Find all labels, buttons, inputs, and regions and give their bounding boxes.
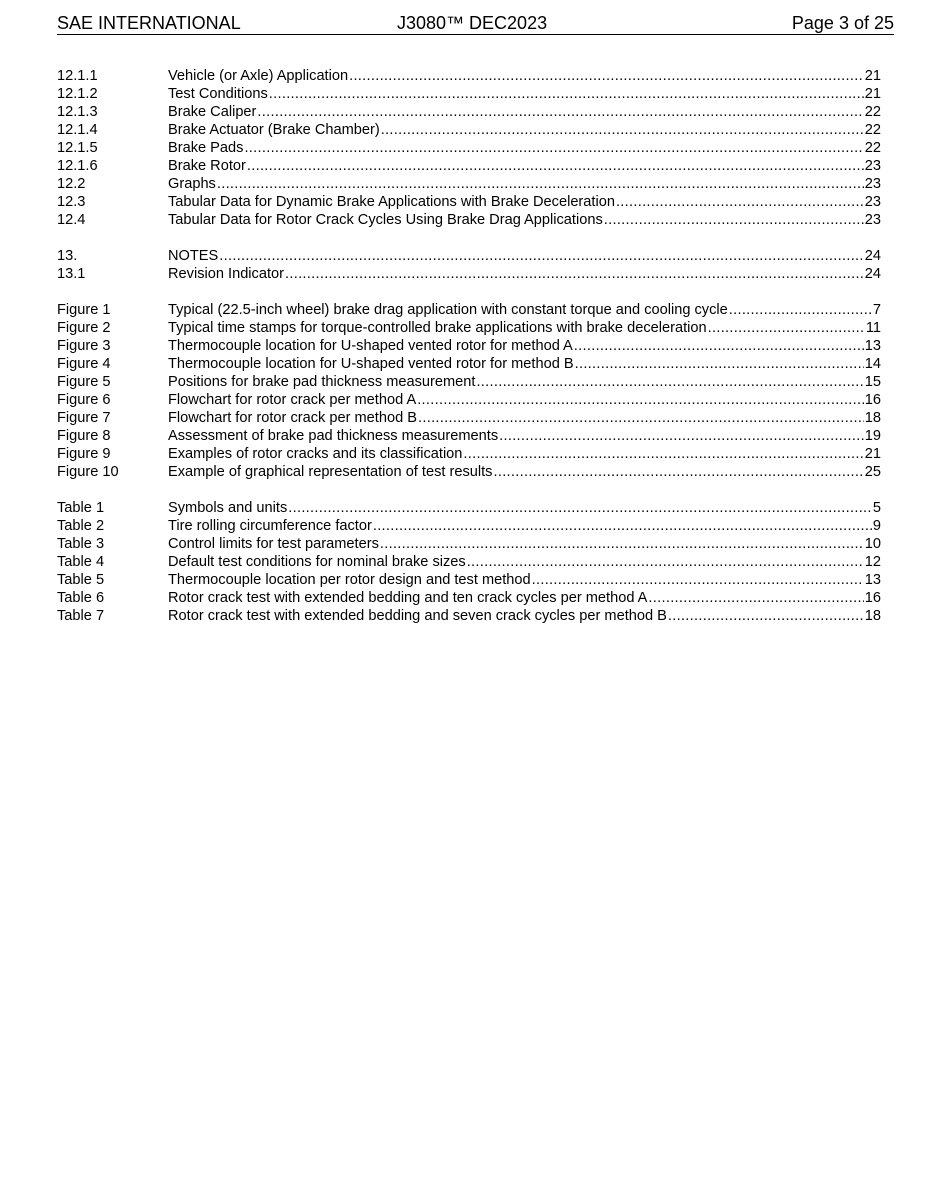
toc-entry-page: 22 bbox=[864, 104, 881, 120]
toc-entry-number: Figure 9 bbox=[57, 446, 111, 462]
toc-entry-leader-dots bbox=[349, 67, 864, 85]
toc-entry-leader-dots bbox=[217, 175, 864, 193]
toc-entry-title: Flowchart for rotor crack per method A bbox=[168, 392, 417, 408]
toc-entry-page: 16 bbox=[864, 392, 881, 408]
toc-entry-page: 21 bbox=[864, 446, 881, 462]
toc-entry-number: Figure 6 bbox=[57, 392, 111, 408]
toc-entry-title: Typical time stamps for torque-controlled brake applications with brake deceleration bbox=[168, 320, 707, 336]
toc-entry-number: 12.1.4 bbox=[57, 122, 98, 138]
toc-entry-page: 13 bbox=[864, 338, 881, 354]
toc-entry-leader-dots bbox=[575, 355, 864, 373]
toc-entry[interactable] bbox=[57, 445, 881, 463]
toc-entry-title: Tabular Data for Rotor Crack Cycles Using Brake Drag Applications bbox=[168, 212, 603, 228]
toc-entry[interactable] bbox=[57, 589, 881, 607]
toc-entry-number: 12.1.2 bbox=[57, 86, 98, 102]
toc-entry-page: 12 bbox=[864, 554, 881, 570]
toc-entry[interactable] bbox=[57, 517, 881, 535]
toc-entry-title: Example of graphical representation of test results bbox=[168, 464, 493, 480]
toc-entry-leader-dots bbox=[493, 463, 863, 481]
toc-entry-page: 21 bbox=[864, 68, 881, 84]
toc-entry-title: Thermocouple location per rotor design and test method bbox=[168, 572, 531, 588]
header-page-label: Page 3 of 25 bbox=[791, 13, 894, 33]
toc-entry[interactable] bbox=[57, 499, 881, 517]
toc-entry-page: 15 bbox=[864, 374, 881, 390]
toc-entry[interactable] bbox=[57, 337, 881, 355]
toc-entry-leader-dots bbox=[729, 301, 872, 319]
toc-entry[interactable] bbox=[57, 121, 881, 139]
toc-entry-leader-dots bbox=[668, 607, 864, 625]
toc-entry[interactable] bbox=[57, 103, 881, 121]
toc-entry-number: Figure 2 bbox=[57, 320, 111, 336]
toc-entry-leader-dots bbox=[499, 427, 864, 445]
toc-entry-leader-dots bbox=[381, 121, 864, 139]
toc-entry-leader-dots bbox=[418, 409, 864, 427]
toc-entry[interactable] bbox=[57, 175, 881, 193]
header-org: SAE INTERNATIONAL bbox=[57, 13, 241, 33]
toc-entry-leader-dots bbox=[476, 373, 863, 391]
toc-entry-number: 13. bbox=[57, 248, 78, 264]
toc-entry-page: 19 bbox=[864, 428, 881, 444]
toc-entry-page: 24 bbox=[864, 266, 881, 282]
toc-entry[interactable] bbox=[57, 553, 881, 571]
toc-entry-leader-dots bbox=[285, 265, 864, 283]
toc-entry-leader-dots bbox=[467, 553, 864, 571]
toc-entry-number: Table 6 bbox=[57, 590, 105, 606]
toc-entry-number: 12.1.5 bbox=[57, 140, 98, 156]
header-doc-id: J3080™ DEC2023 bbox=[397, 13, 548, 33]
toc-entry-leader-dots bbox=[574, 337, 864, 355]
toc-entry-title: Default test conditions for nominal brake sizes bbox=[168, 554, 466, 570]
toc-entry-number: 12.1.3 bbox=[57, 104, 98, 120]
toc-entry-title: Brake Actuator (Brake Chamber) bbox=[168, 122, 380, 138]
toc-entry-page: 10 bbox=[864, 536, 881, 552]
toc-entry-leader-dots bbox=[604, 211, 864, 229]
toc-entry-title: Tabular Data for Dynamic Brake Applications with Brake Deceleration bbox=[168, 194, 615, 210]
toc-entry-title: Vehicle (or Axle) Application bbox=[168, 68, 349, 84]
toc-entry-page: 7 bbox=[872, 302, 881, 318]
toc-entry-leader-dots bbox=[219, 247, 863, 265]
toc-entry-title: Rotor crack test with extended bedding and seven crack cycles per method B bbox=[168, 608, 667, 624]
toc-entry-number: 12.3 bbox=[57, 194, 86, 210]
toc-entry-title: Control limits for test parameters bbox=[168, 536, 379, 552]
toc-entry[interactable] bbox=[57, 247, 881, 265]
toc-entry-leader-dots bbox=[708, 319, 865, 337]
toc-entry-title: Brake Rotor bbox=[168, 158, 246, 174]
toc-entry-number: 12.4 bbox=[57, 212, 86, 228]
toc-entry-leader-dots bbox=[247, 157, 864, 175]
toc-entry-page: 22 bbox=[864, 122, 881, 138]
toc-entry-page: 23 bbox=[864, 158, 881, 174]
toc-entry[interactable] bbox=[57, 355, 881, 373]
toc-entry[interactable] bbox=[57, 571, 881, 589]
toc-entry-leader-dots bbox=[648, 589, 863, 607]
toc-entry[interactable] bbox=[57, 265, 881, 283]
toc-entry-page: 21 bbox=[864, 86, 881, 102]
toc-entry-page: 18 bbox=[864, 410, 881, 426]
toc-entry-page: 16 bbox=[864, 590, 881, 606]
toc-entry-title: Brake Caliper bbox=[168, 104, 257, 120]
toc-entry-number: Figure 5 bbox=[57, 374, 111, 390]
toc-entry-page: 14 bbox=[864, 356, 881, 372]
toc-entry[interactable] bbox=[57, 139, 881, 157]
toc-group-sections-13 bbox=[57, 247, 881, 283]
toc-entry-title: Tire rolling circumference factor bbox=[168, 518, 372, 534]
toc-entry-title: Rotor crack test with extended bedding and ten crack cycles per method A bbox=[168, 590, 648, 606]
toc-entry-title: Positions for brake pad thickness measurement bbox=[168, 374, 476, 390]
toc-entry[interactable] bbox=[57, 463, 881, 481]
toc-entry-number: Figure 4 bbox=[57, 356, 111, 372]
toc-entry-leader-dots bbox=[373, 517, 872, 535]
toc-entry[interactable] bbox=[57, 301, 881, 319]
toc-entry-number: 12.1.6 bbox=[57, 158, 98, 174]
toc-entry-page: 18 bbox=[864, 608, 881, 624]
toc-entry-leader-dots bbox=[244, 139, 863, 157]
toc-entry-title: NOTES bbox=[168, 248, 219, 264]
toc-entry-title: Symbols and units bbox=[168, 500, 288, 516]
toc-entry[interactable] bbox=[57, 157, 881, 175]
toc-entry-number: Figure 10 bbox=[57, 464, 119, 480]
toc-entry-number: 12.2 bbox=[57, 176, 86, 192]
toc-entry-page: 5 bbox=[872, 500, 881, 516]
toc-entry-number: Table 7 bbox=[57, 608, 105, 624]
toc-entry-page: 13 bbox=[864, 572, 881, 588]
toc-entry[interactable] bbox=[57, 535, 881, 553]
toc-entry[interactable] bbox=[57, 85, 881, 103]
toc-entry-page: 23 bbox=[864, 176, 881, 192]
toc-entry-title: Thermocouple location for U-shaped vented rotor for method A bbox=[168, 338, 573, 354]
toc-entry-number: Figure 3 bbox=[57, 338, 111, 354]
toc-entry-title: Typical (22.5-inch wheel) brake drag application with constant torque and cooling cycle bbox=[168, 302, 728, 318]
toc-entry-number: Figure 7 bbox=[57, 410, 111, 426]
toc-entry-title: Thermocouple location for U-shaped vented rotor for method B bbox=[168, 356, 574, 372]
toc-group-tables bbox=[57, 499, 881, 625]
toc-entry[interactable] bbox=[57, 373, 881, 391]
toc-entry[interactable] bbox=[57, 607, 881, 625]
toc-entry-leader-dots bbox=[463, 445, 863, 463]
toc-entry[interactable] bbox=[57, 193, 881, 211]
toc-group-sections-12 bbox=[57, 67, 881, 229]
toc-entry-title: Brake Pads bbox=[168, 140, 244, 156]
toc-entry[interactable] bbox=[57, 391, 881, 409]
toc-entry-title: Flowchart for rotor crack per method B bbox=[168, 410, 417, 426]
toc-entry-leader-dots bbox=[257, 103, 863, 121]
page-header bbox=[57, 12, 894, 35]
toc-entry[interactable] bbox=[57, 67, 881, 85]
toc-entry-page: 24 bbox=[864, 248, 881, 264]
toc-entry-leader-dots bbox=[417, 391, 864, 409]
toc-group-figures bbox=[57, 301, 881, 481]
toc-entry[interactable] bbox=[57, 427, 881, 445]
toc-entry-number: 13.1 bbox=[57, 266, 86, 282]
table-of-contents bbox=[57, 67, 881, 643]
toc-entry-number: 12.1.1 bbox=[57, 68, 98, 84]
toc-entry-leader-dots bbox=[269, 85, 864, 103]
toc-entry-number: Table 5 bbox=[57, 572, 105, 588]
toc-entry-page: 11 bbox=[865, 320, 881, 336]
toc-entry-title: Revision Indicator bbox=[168, 266, 284, 282]
toc-entry-title: Test Conditions bbox=[168, 86, 268, 102]
toc-entry[interactable] bbox=[57, 211, 881, 229]
toc-entry-title: Graphs bbox=[168, 176, 216, 192]
toc-entry-number: Table 3 bbox=[57, 536, 105, 552]
toc-entry-page: 23 bbox=[864, 194, 881, 210]
toc-entry-title: Assessment of brake pad thickness measurements bbox=[168, 428, 499, 444]
toc-entry-number: Table 2 bbox=[57, 518, 105, 534]
toc-entry[interactable] bbox=[57, 319, 881, 337]
toc-entry-leader-dots bbox=[532, 571, 864, 589]
toc-entry-leader-dots bbox=[616, 193, 864, 211]
toc-entry-number: Figure 1 bbox=[57, 302, 111, 318]
toc-entry-leader-dots bbox=[380, 535, 864, 553]
toc-entry-page: 23 bbox=[864, 212, 881, 228]
toc-entry[interactable] bbox=[57, 409, 881, 427]
toc-entry-page: 25 bbox=[864, 464, 881, 480]
toc-entry-number: Table 1 bbox=[57, 500, 105, 516]
toc-entry-number: Table 4 bbox=[57, 554, 105, 570]
toc-entry-page: 9 bbox=[872, 518, 881, 534]
toc-entry-number: Figure 8 bbox=[57, 428, 111, 444]
toc-entry-title: Examples of rotor cracks and its classification bbox=[168, 446, 463, 462]
toc-entry-leader-dots bbox=[288, 499, 872, 517]
toc-entry-page: 22 bbox=[864, 140, 881, 156]
